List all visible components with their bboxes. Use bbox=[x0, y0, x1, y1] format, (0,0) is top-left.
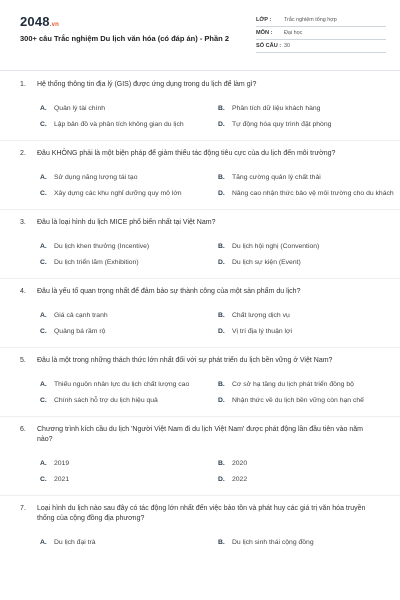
answer-option[interactable]: B. Cơ sở hạ tầng du lịch phát triển đồng bộ bbox=[218, 380, 354, 388]
question-number: 4. bbox=[20, 288, 26, 295]
page-header bbox=[0, 0, 400, 66]
answer-option[interactable]: B. Phân tích dữ liệu khách hàng bbox=[218, 104, 321, 112]
answer-option[interactable]: A. Giá cả cạnh tranh bbox=[40, 311, 108, 319]
answer-option[interactable]: D. 2022 bbox=[218, 475, 248, 483]
question-text: Chương trình kích cầu du lịch 'Người Việt Nam đi du lịch Việt Nam' được phát động lần đầu tiên vào năm nào? bbox=[37, 426, 363, 443]
header-divider bbox=[0, 70, 400, 71]
site-logo[interactable]: 2048.vn bbox=[20, 14, 60, 29]
meta-key: LỚP : bbox=[256, 17, 272, 23]
answer-option[interactable]: B. Tăng cường quản lý chất thải bbox=[218, 173, 321, 181]
question-divider bbox=[0, 209, 400, 210]
answer-option[interactable]: A. Quản lý tài chính bbox=[40, 104, 106, 112]
answer-option[interactable]: D. Nâng cao nhận thức bảo vệ môi trường cho du khách bbox=[218, 189, 394, 197]
answer-option[interactable]: B. Du lịch hội nghị (Convention) bbox=[218, 242, 320, 250]
question-list bbox=[0, 80, 400, 550]
question-item bbox=[0, 80, 400, 132]
question-divider bbox=[0, 140, 400, 141]
answer-option[interactable]: A. 2019 bbox=[40, 459, 70, 467]
question-item bbox=[0, 356, 400, 408]
meta-value: Đại học bbox=[284, 30, 303, 36]
question-item bbox=[0, 504, 400, 550]
answer-option[interactable]: C. Lập bản đồ và phân tích không gian du lịch bbox=[40, 120, 184, 128]
meta-key: SỐ CÂU : bbox=[256, 43, 282, 49]
meta-table bbox=[256, 14, 386, 53]
question-text: Đâu KHÔNG phải là một biện pháp để giảm thiểu tác động tiêu cực của du lịch đến môi trường? bbox=[37, 150, 336, 157]
answer-option[interactable]: D. Vị trí địa lý thuận lợi bbox=[218, 327, 292, 335]
question-text: Đâu là loại hình du lịch MICE phổ biến nhất tại Việt Nam? bbox=[37, 219, 216, 226]
meta-row-class bbox=[256, 14, 386, 27]
answer-option[interactable]: C. 2021 bbox=[40, 475, 70, 483]
question-divider bbox=[0, 278, 400, 279]
question-divider bbox=[0, 495, 400, 496]
question-item bbox=[0, 218, 400, 270]
question-number: 6. bbox=[20, 426, 26, 433]
meta-value: 30 bbox=[284, 43, 290, 49]
question-number: 3. bbox=[20, 219, 26, 226]
answer-option[interactable]: C. Du lịch triển lãm (Exhibition) bbox=[40, 258, 139, 266]
answer-option[interactable]: C. Quảng bá rầm rộ bbox=[40, 327, 106, 335]
meta-value: Trắc nghiệm tổng hợp bbox=[284, 17, 337, 23]
question-text: Loại hình du lịch nào sau đây có tác động lớn nhất đến việc bảo tồn và phát huy các giá trị văn hóa truyền thống của cộng đồng địa phương? bbox=[37, 505, 366, 522]
question-number: 2. bbox=[20, 150, 26, 157]
answer-option[interactable]: A. Thiếu nguồn nhân lực du lịch chất lượng cao bbox=[40, 380, 190, 388]
answer-option[interactable]: A. Du lịch đại trà bbox=[40, 538, 96, 546]
answer-option[interactable]: B. 2020 bbox=[218, 459, 248, 467]
question-divider bbox=[0, 416, 400, 417]
question-number: 7. bbox=[20, 505, 26, 512]
question-item bbox=[0, 287, 400, 339]
answer-option[interactable]: D. Du lịch sự kiện (Event) bbox=[218, 258, 301, 266]
answer-option[interactable]: A. Sử dụng năng lượng tái tạo bbox=[40, 173, 138, 181]
meta-row-count bbox=[256, 40, 386, 53]
question-text: Đâu là một trong những thách thức lớn nhất đối với sự phát triển du lịch bền vững ở Việt Nam? bbox=[37, 357, 333, 364]
answer-option[interactable]: C. Xây dựng các khu nghỉ dưỡng quy mô lớn bbox=[40, 189, 182, 197]
question-text: Hệ thống thông tin địa lý (GIS) được ứng dụng trong du lịch để làm gì? bbox=[37, 81, 257, 88]
answer-option[interactable]: B. Du lịch sinh thái cộng đồng bbox=[218, 538, 314, 546]
question-text: Đâu là yếu tố quan trọng nhất để đảm bảo sự thành công của một sản phẩm du lịch? bbox=[37, 288, 301, 295]
meta-row-subject bbox=[256, 27, 386, 40]
answer-option[interactable]: C. Chính sách hỗ trợ du lịch hiệu quả bbox=[40, 396, 158, 404]
question-number: 5. bbox=[20, 357, 26, 364]
question-number: 1. bbox=[20, 81, 26, 88]
question-item bbox=[0, 149, 400, 201]
question-divider bbox=[0, 347, 400, 348]
question-item bbox=[0, 425, 400, 487]
answer-option[interactable]: D. Tự động hóa quy trình đặt phòng bbox=[218, 120, 332, 128]
page-title: 300+ câu Trắc nghiệm Du lịch văn hóa (có đáp án) - Phần 2 bbox=[20, 34, 230, 43]
answer-option[interactable]: D. Nhận thức về du lịch bền vững còn hạn chế bbox=[218, 396, 364, 404]
meta-key: MÔN : bbox=[256, 30, 273, 36]
answer-option[interactable]: A. Du lịch khen thưởng (Incentive) bbox=[40, 242, 150, 250]
answer-option[interactable]: B. Chất lượng dịch vụ bbox=[218, 311, 290, 319]
